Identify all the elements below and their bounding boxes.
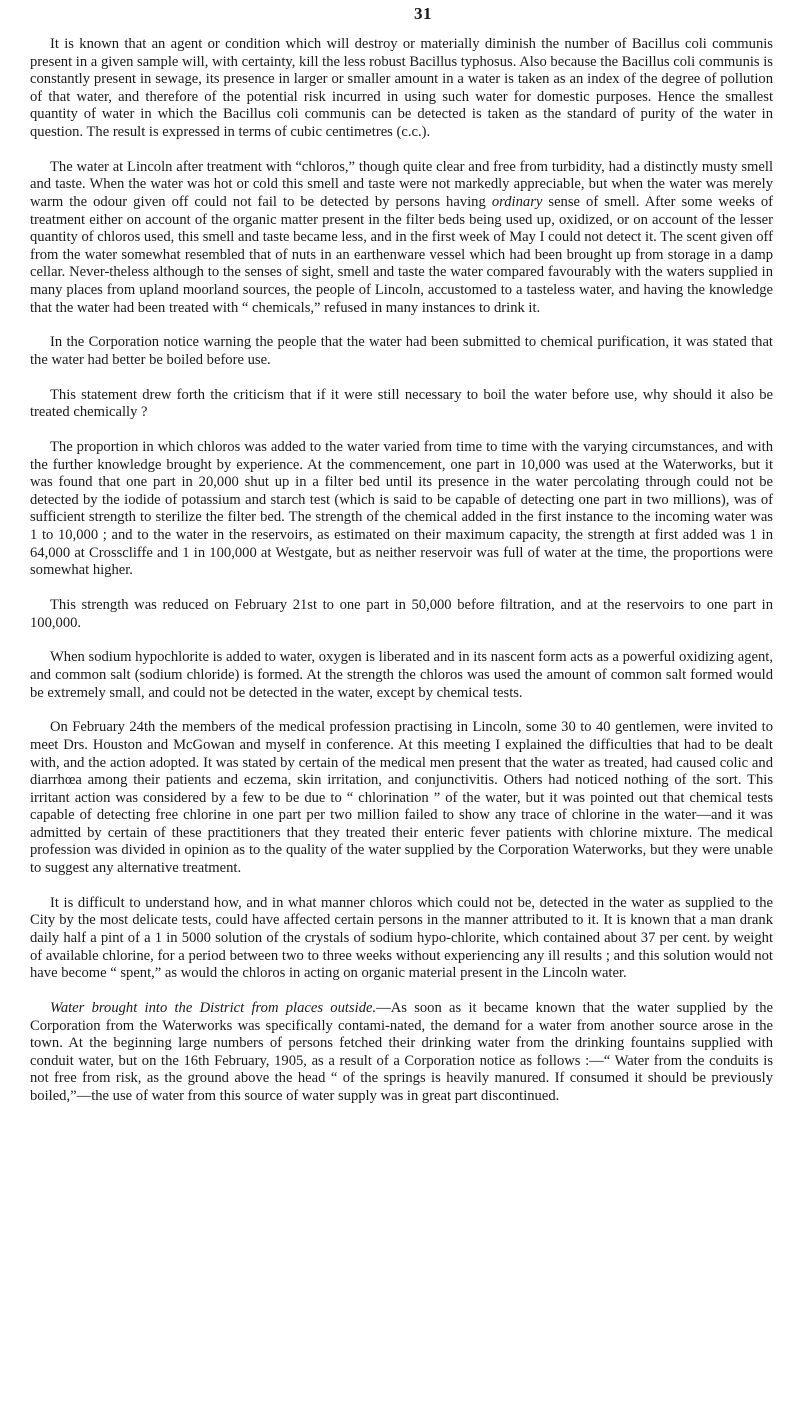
paragraph-text-segment: —As soon as it became known that the water supplied by the Corporation from the Waterworks was specifically contami-nated, the demand for a water from another source arose in the town. At the beginning large numbers of persons fetched their drinking water from the drinking fountains supplied with conduit water, but on the 16th February, 1905, as a result of a Corporation notice as follows :—“ Water from the conduits is not free from risk, as the ground above the head “ of the springs is heavily manured. If consumed it should be previously boiled,”—the use of water from this source of water supply was in great part discontinued. bbox=[30, 1000, 773, 1104]
paragraph-criticism: This statement drew forth the criticism that if it were still necessary to boil the water before use, why should it also be treated chemically ? bbox=[30, 386, 773, 421]
paragraph-water-after-treatment bbox=[30, 159, 773, 317]
page-number: 31 bbox=[414, 4, 432, 23]
paragraph-water-brought-in bbox=[30, 1000, 773, 1106]
body-text bbox=[30, 36, 773, 1123]
paragraph-text-segment: sense of smell. After some weeks of treatment either on account of the organic matter present in the filter beds being used up, oxidized, or on account of the lesser quantity of chloros used, this smell and taste became less, and in the first week of May I could not detect it. The scent given off from the water somewhat resembled that of nuts in an earthenware vessel which had been brought up from storage in a damp cellar. Never-theless although to the senses of sight, smell and taste the water compared favourably with the waters supplied in many places from upland moorland sources, the people of Lincoln, accustomed to a tasteless water, and having the knowledge that the water had been treated with “ chemicals,” refused in many instances to drink it. bbox=[30, 193, 773, 316]
paragraph-corporation-notice: In the Corporation notice warning the people that the water had been submitted to chemical purification, it was stated that the water had better be boiled before use. bbox=[30, 334, 773, 368]
paragraph-text-segment: The water at Lincoln after treatment with “chloros,” though quite clear and free from turbidity, had a distinctly musty smell and taste. When the water was hot or cold this smell and taste were not markedly appreciable, but when the water was merely warm the odour given off could not fail to be detected by persons having bbox=[30, 158, 773, 210]
paragraph-strength-reduced: This strength was reduced on February 21st to one part in 50,000 before filtration, and at the reservoirs to one part in 100,000. bbox=[30, 596, 773, 631]
paragraph-bacillus-coli: It is known that an agent or condition which will destroy or materially diminish the number of Bacillus coli communis present in a given sample will, with certainty, kill the less robust Bacillus typhosus. Also because the Bacillus coli communis is constantly present in sewage, its presence in larger or smaller amount in a water is taken as an index of the degree of pollution of that water, and therefore of the potential risk incurred in using such water for domestic purposes. Hence the smallest quantity of water in which the Bacillus coli communis can be detected is taken as the standard of purity of the water in question. The result is expressed in terms of cubic centimetres (c.c.). bbox=[30, 36, 773, 140]
italic-emphasis: ordinary bbox=[491, 193, 543, 210]
paragraph-chloros-proportion: The proportion in which chloros was added to the water varied from time to time with the varying circumstances, and with the further knowledge brought by experience. At the commencement, one part in 10,000 was used at the Waterworks, but it was found that one part in 20,000 shut up in a filter bed until its presence in the water percolating through could not be detected by the iodide of potassium and starch test (which is said to be capable of detecting one part in two millions), was of sufficient strength to sterilize the filter bed. The strength of the chemical added in the first instance to the incoming water was 1 to 10,000 ; and to the water in the reservoirs, as estimated on their maximum capacity, the strength at first added was 1 in 64,000 at Crosscliffe and 1 in 100,000 at Westgate, but as neither reservoir was full of water at the time, the proportions were somewhat higher. bbox=[30, 439, 773, 579]
section-heading: Water brought into the District from places outside. bbox=[50, 1000, 377, 1016]
paragraph-sodium-hypochlorite: When sodium hypochlorite is added to water, oxygen is liberated and in its nascent form acts as a powerful oxidizing agent, and common salt (sodium chloride) is formed. At the strength the chloros was used the amount of common salt formed would be extremely small, and could not be detected in the water, except by chemical tests. bbox=[30, 649, 773, 701]
paragraph-difficult-to-understand: It is difficult to understand how, and in what manner chloros which could not be, detected in the water as supplied to the City by the most delicate tests, could have affected certain persons in the manner attributed to it. It is known that a man drank daily half a pint of a 1 in 5000 solution of the crystals of sodium hypo-chlorite, which contained about 37 per cent. by weight of available chlorine, for a period between two to three weeks without experiencing any ill results ; and this solution would not have become “ spent,” as would the chloros in acting on organic material present in the Lincoln water. bbox=[30, 894, 773, 982]
paragraph-medical-conference: On February 24th the members of the medical profession practising in Lincoln, some 30 to 40 gentlemen, were invited to meet Drs. Houston and McGowan and myself in conference. At this meeting I explained the difficulties that had to be dealt with, and the action adopted. It was stated by certain of the medical men present that the water as treated, had caused colic and diarrhœa among their patients and eczema, skin irritation, and conjunctivitis. Others had noticed nothing of the sort. This irritant action was considered by a few to be due to “ chlorination ” of the water, but it was pointed out that chemical tests capable of detecting free chlorine in one part per two million failed to show any trace of chlorine in the water—and it was admitted by certain of these practitioners that they treated their enteric fever patients with chlorine mixture. The medical profession was divided in opinion as to the quality of the water supplied by the Corporation Waterworks, but they were unable to suggest any alternative treatment. bbox=[30, 719, 773, 877]
